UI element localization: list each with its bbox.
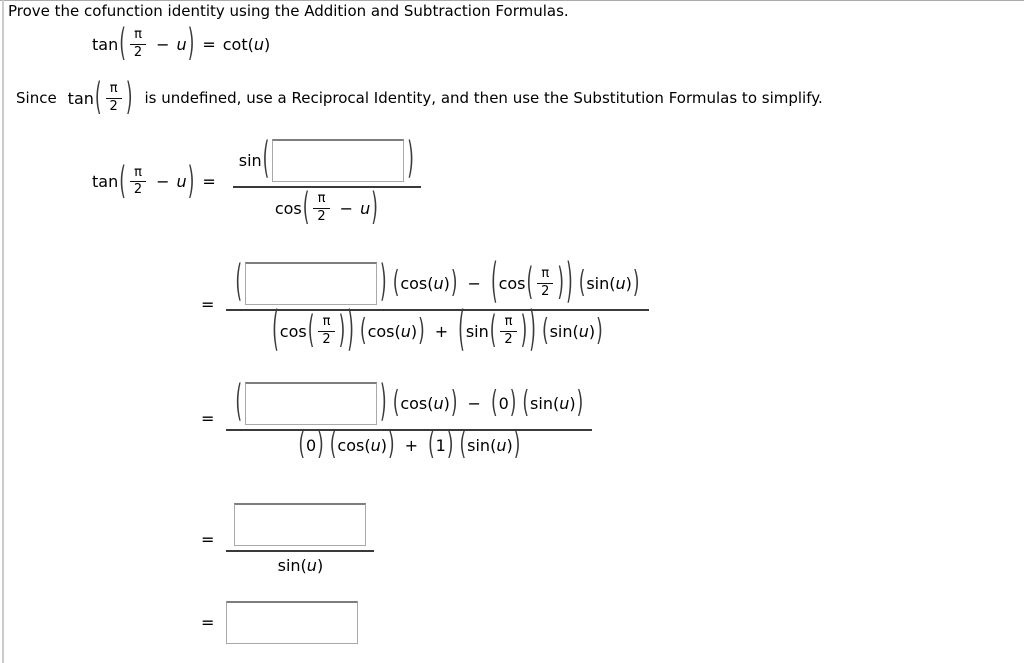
value-zero: 0 — [498, 393, 509, 413]
panel-left-border — [2, 0, 4, 663]
minus-operator: − — [467, 273, 481, 293]
equation-step-3 — [201, 378, 592, 463]
right-paren: ) — [316, 556, 324, 575]
instruction-since: Since — [16, 89, 57, 108]
right-paren: ) — [380, 435, 387, 455]
left-paren: ( — [247, 34, 254, 54]
fn-sin: sin — [586, 273, 610, 293]
var-u: u — [176, 172, 187, 192]
fraction-den-2: 2 — [130, 44, 146, 61]
fn-sin: sin — [467, 435, 491, 455]
factor-sin-u — [541, 313, 604, 350]
factor-cos-u — [392, 265, 459, 302]
pi-over-2-fraction — [313, 192, 329, 225]
identity-equation — [92, 22, 271, 66]
tan-pi-over-2-expression — [67, 76, 134, 120]
factor-zero — [297, 426, 324, 463]
fraction-den-2: 2 — [106, 98, 122, 115]
left-paren: ( — [300, 556, 307, 575]
fn-sin: sin — [530, 393, 553, 413]
instruction-rest: is undefined, use a Reciprocal Identity, and then use the Substitution Formulas to simplify. — [144, 89, 823, 108]
fraction-numerator — [226, 378, 592, 429]
fraction-den-2: 2 — [318, 331, 334, 348]
pi-symbol: π — [134, 27, 142, 42]
equation-step-2 — [201, 254, 649, 359]
fraction-den-2: 2 — [313, 208, 329, 225]
big-right-paren: ) — [371, 186, 378, 230]
left-paren: ( — [572, 321, 579, 341]
minus-operator: − — [339, 198, 354, 218]
big-left-paren: ( — [541, 313, 549, 350]
factor-answer-box — [234, 378, 387, 429]
answer-input-2[interactable] — [245, 262, 377, 305]
equation-step-4 — [201, 503, 374, 575]
var-u: u — [433, 273, 444, 293]
var-u: u — [253, 34, 264, 54]
equals-sign: = — [201, 529, 215, 549]
pi-over-2-fraction — [500, 315, 516, 348]
big-right-paren: ) — [566, 254, 573, 311]
equation-step-5 — [201, 601, 360, 644]
big-right-paren: ) — [513, 426, 521, 463]
plus-operator: + — [404, 435, 419, 455]
big-right-paren: ) — [446, 426, 454, 463]
answer-input-1[interactable] — [272, 139, 404, 182]
var-u: u — [578, 321, 589, 341]
fn-cos: cos — [274, 198, 302, 218]
pi-symbol: π — [322, 314, 331, 329]
fraction-step-3 — [226, 378, 592, 463]
pi-over-2-fraction — [130, 166, 146, 199]
factor-sin-u — [578, 265, 641, 302]
big-right-paren: ) — [450, 265, 458, 302]
big-left-paren: ( — [272, 302, 279, 359]
fn-sin: sin — [238, 150, 262, 170]
fn-cos: cos — [400, 393, 428, 413]
left-paren: ( — [394, 321, 401, 341]
big-right-paren: ) — [187, 159, 195, 204]
right-paren: ) — [625, 273, 632, 293]
factor-sin-pi-over-2 — [457, 302, 537, 359]
fraction-numerator — [226, 254, 648, 311]
minus-operator: − — [467, 393, 481, 413]
answer-input-3[interactable] — [245, 382, 377, 425]
var-u: u — [496, 435, 507, 455]
big-left-paren: ( — [522, 385, 530, 422]
answer-input-4[interactable] — [234, 503, 366, 546]
fraction-denominator — [269, 186, 385, 230]
big-right-paren: ) — [387, 426, 395, 463]
fn-tan: tan — [92, 34, 119, 54]
left-paren: ( — [427, 273, 434, 293]
answer-input-5[interactable] — [226, 601, 358, 644]
big-right-paren: ) — [520, 309, 528, 353]
minus-operator: − — [156, 172, 170, 192]
pi-symbol: π — [317, 191, 326, 206]
pi-over-2-fraction — [318, 315, 334, 348]
factor-cos-u — [359, 313, 426, 350]
big-right-paren: ) — [187, 22, 195, 66]
pi-symbol: π — [541, 266, 550, 282]
fraction-step-2 — [226, 254, 648, 359]
value-zero: 0 — [305, 435, 317, 455]
fraction-denominator — [263, 302, 612, 359]
problem-title: Prove the cofunction identity using the Addition and Subtraction Formulas. — [8, 2, 569, 20]
fraction-den-2: 2 — [500, 331, 516, 348]
right-paren: ) — [443, 273, 450, 293]
factor-sin-u — [521, 385, 584, 422]
pi-symbol: π — [134, 164, 142, 180]
big-left-paren: ( — [459, 426, 467, 463]
right-paren: ) — [569, 393, 576, 413]
big-left-paren: ( — [329, 426, 337, 463]
fraction-step-1 — [233, 135, 421, 230]
fraction-denominator — [272, 552, 330, 575]
factor-answer-box — [234, 258, 387, 309]
big-right-paren: ) — [418, 313, 425, 350]
big-left-paren: ( — [262, 135, 270, 186]
big-left-paren: ( — [307, 309, 315, 353]
big-left-paren: ( — [94, 76, 102, 120]
fn-sin: sin — [277, 556, 301, 575]
big-left-paren: ( — [490, 254, 498, 311]
var-u: u — [559, 393, 570, 413]
panel-top-border — [0, 0, 1024, 1]
big-right-paren: ) — [529, 302, 536, 359]
fraction-den-2: 2 — [537, 283, 553, 300]
big-right-paren: ) — [317, 426, 324, 463]
fraction-denominator — [289, 426, 529, 463]
fn-cot: cot — [222, 34, 248, 54]
factor-cos-pi-over-2 — [271, 302, 355, 359]
left-paren: ( — [427, 393, 434, 413]
big-left-paren: ( — [428, 426, 435, 463]
big-left-paren: ( — [235, 378, 243, 429]
big-left-paren: ( — [302, 186, 310, 230]
factor-cos-u — [392, 385, 459, 422]
big-right-paren: ) — [347, 302, 354, 359]
big-right-paren: ) — [380, 378, 387, 429]
big-left-paren: ( — [392, 265, 400, 302]
var-u: u — [370, 435, 381, 455]
right-paren: ) — [410, 321, 418, 341]
pi-symbol: π — [109, 81, 118, 96]
big-right-paren: ) — [450, 385, 458, 422]
var-u: u — [360, 198, 371, 218]
factor-zero — [490, 385, 517, 422]
minus-operator: − — [156, 34, 170, 54]
big-left-paren: ( — [298, 426, 305, 463]
fn-cos: cos — [279, 321, 307, 341]
var-u: u — [433, 393, 444, 413]
big-left-paren: ( — [119, 159, 126, 204]
big-right-paren: ) — [596, 313, 603, 350]
pi-over-2-fraction — [537, 267, 553, 300]
fn-cos: cos — [337, 435, 365, 455]
big-left-paren: ( — [490, 385, 498, 422]
equals-sign: = — [201, 409, 215, 429]
big-left-paren: ( — [392, 385, 400, 422]
big-right-paren: ) — [509, 385, 517, 422]
big-right-paren: ) — [576, 385, 584, 422]
left-paren: ( — [490, 435, 497, 455]
fraction-den-2: 2 — [130, 181, 146, 198]
fn-cos: cos — [367, 321, 395, 341]
var-u: u — [306, 556, 317, 575]
left-paren: ( — [364, 435, 371, 455]
equation-step-1 — [92, 135, 421, 230]
big-right-paren: ) — [125, 76, 133, 120]
big-right-paren: ) — [380, 258, 387, 309]
equals-sign: = — [201, 295, 215, 315]
pi-over-2-fraction — [130, 28, 146, 61]
var-u: u — [400, 321, 411, 341]
fn-tan: tan — [92, 172, 119, 192]
equals-sign: = — [202, 34, 216, 54]
fn-sin: sin — [465, 321, 489, 341]
equals-sign: = — [201, 612, 215, 632]
big-left-paren: ( — [526, 261, 534, 306]
right-paren: ) — [443, 393, 450, 413]
instruction-line — [16, 76, 823, 120]
factor-one — [427, 426, 454, 463]
big-right-paren: ) — [557, 261, 565, 306]
right-paren: ) — [588, 321, 596, 341]
left-paren: ( — [552, 393, 560, 413]
right-paren: ) — [506, 435, 513, 455]
fn-cos: cos — [498, 273, 526, 293]
factor-cos-u — [329, 426, 396, 463]
big-right-paren: ) — [407, 135, 414, 186]
factor-cos-pi-over-2 — [490, 254, 574, 311]
big-left-paren: ( — [119, 22, 126, 66]
fn-sin: sin — [549, 321, 573, 341]
big-left-paren: ( — [578, 265, 586, 302]
value-one: 1 — [435, 435, 446, 455]
big-right-paren: ) — [338, 309, 346, 353]
var-u: u — [176, 34, 187, 54]
fraction-numerator — [226, 503, 374, 550]
pi-over-2-fraction — [106, 82, 122, 115]
pi-symbol: π — [504, 314, 513, 329]
big-right-paren: ) — [632, 265, 640, 302]
factor-sin-u — [459, 426, 522, 463]
fraction-numerator — [233, 135, 421, 186]
left-paren: ( — [609, 273, 616, 293]
fraction-step-4 — [226, 503, 374, 575]
big-left-paren: ( — [489, 309, 497, 353]
big-left-paren: ( — [359, 313, 367, 350]
fn-cos: cos — [400, 273, 428, 293]
var-u: u — [615, 273, 626, 293]
equals-sign: = — [202, 172, 216, 192]
right-paren: ) — [263, 34, 271, 54]
fn-tan: tan — [67, 88, 94, 108]
big-left-paren: ( — [235, 258, 243, 309]
plus-operator: + — [434, 321, 449, 341]
big-left-paren: ( — [458, 302, 465, 359]
